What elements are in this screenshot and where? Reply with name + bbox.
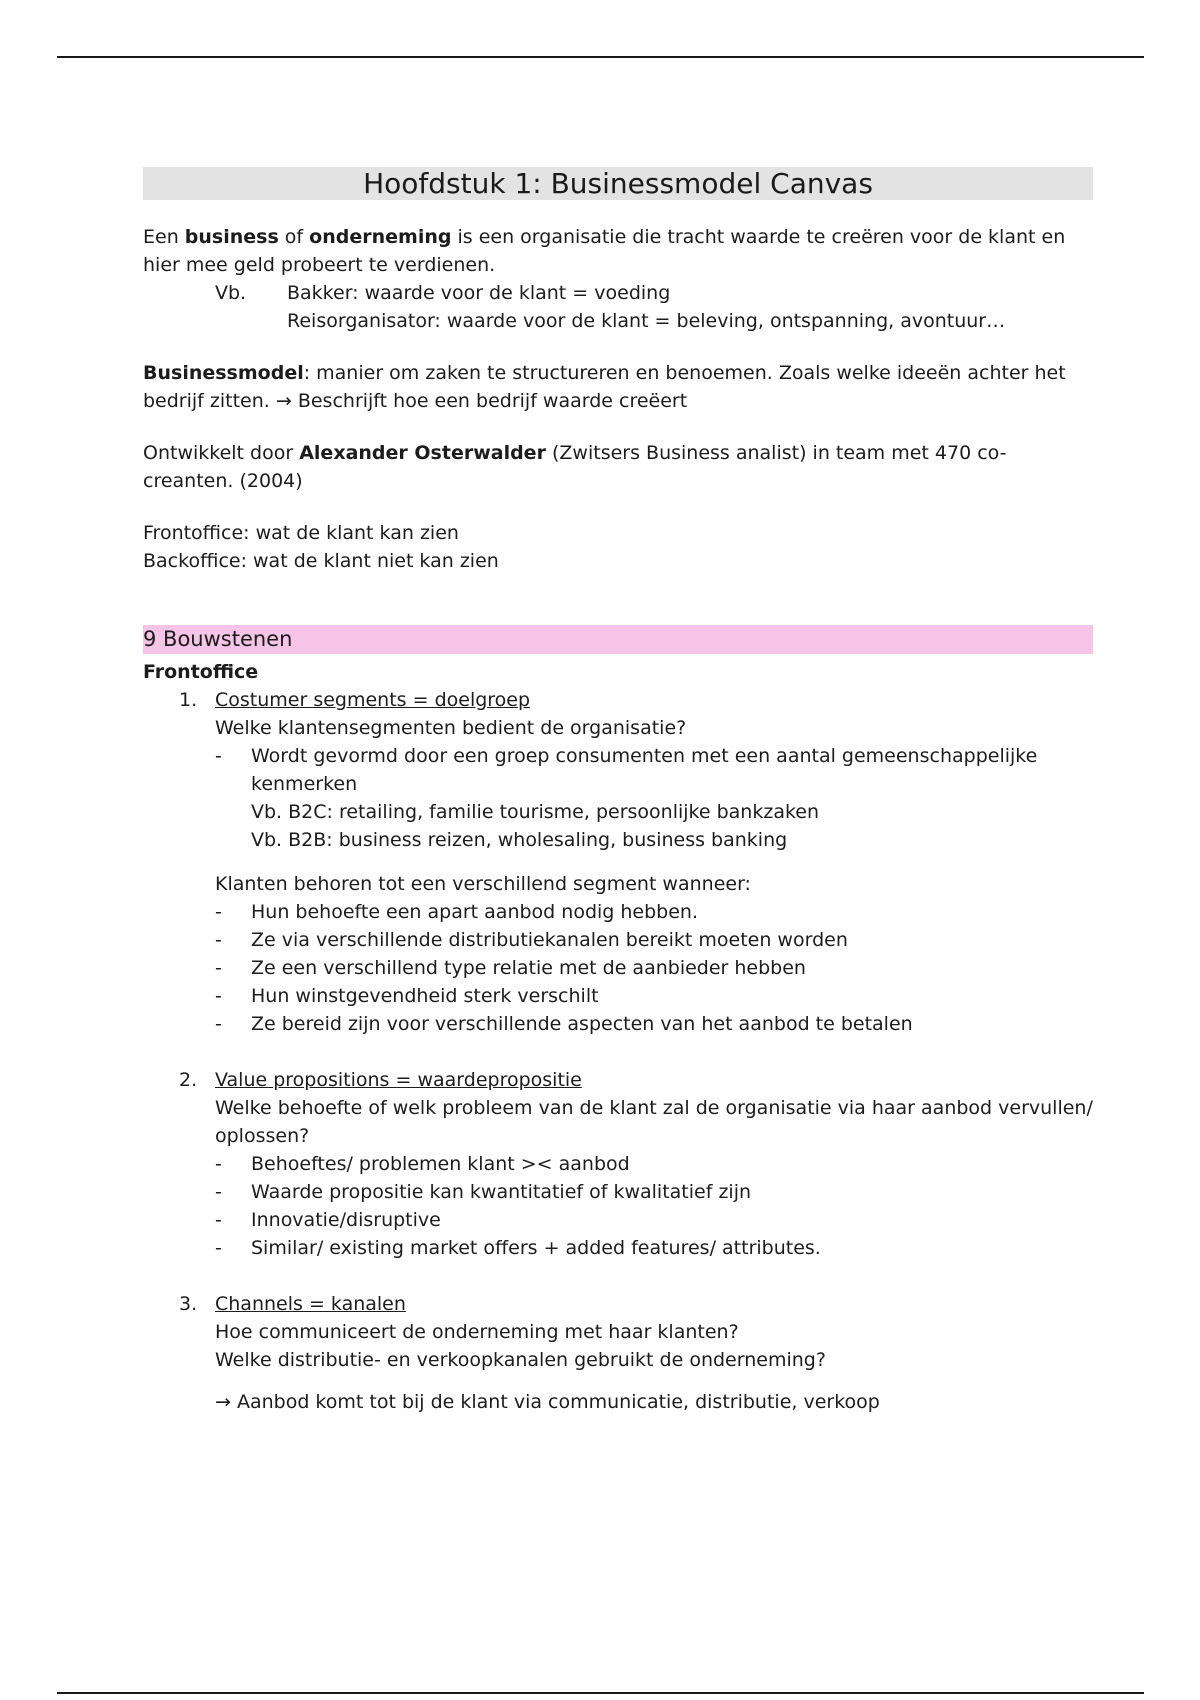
- bullet-item: - Waarde propositie kan kwantitatief of kwalitatief zijn: [215, 1181, 752, 1203]
- example-b2b: Vb. B2B: business reizen, wholesaling, business banking: [251, 829, 788, 851]
- example-row: [143, 279, 1093, 307]
- item-question: Welke behoefte of welk probleem van de klant zal de organisatie via haar aanbod vervullen/ oplossen?: [215, 1097, 1093, 1147]
- page-title: Hoofdstuk 1: Businessmodel Canvas: [143, 167, 1093, 200]
- backoffice-definition: Backoffice: wat de klant niet kan zien: [143, 550, 499, 572]
- businessmodel-definition: Businessmodel: manier om zaken te structureren en benoemen. Zoals welke ideeën achter het bedrijf zitten. → Beschrijft hoe een bedrijf waarde creëert: [143, 362, 1066, 412]
- item-number: 2.: [179, 1069, 198, 1091]
- document-body: [143, 167, 1093, 1416]
- bullet-item: - Ze via verschillende distributiekanalen bereikt moeten worden: [215, 929, 848, 951]
- item-question: Welke klantensegmenten bedient de organisatie?: [215, 717, 687, 739]
- developer-paragraph: Ontwikkelt door Alexander Osterwalder (Zwitsers Business analist) in team met 470 co-creanten. (2004): [143, 442, 1007, 492]
- bullet-item: - Similar/ existing market offers + added features/ attributes.: [215, 1237, 821, 1259]
- header-rule: [57, 56, 1144, 58]
- bullet-item: - Ze een verschillend type relatie met de aanbieder hebben: [215, 957, 806, 979]
- example-b2c: Vb. B2C: retailing, familie tourisme, persoonlijke bankzaken: [251, 801, 820, 823]
- bullet-item: - Innovatie/disruptive: [215, 1209, 441, 1231]
- example-label: Vb.: [215, 282, 247, 304]
- example-bakker: Bakker: waarde voor de klant = voeding: [287, 282, 671, 304]
- channels-summary: → Aanbod komt tot bij de klant via communicatie, distributie, verkoop: [215, 1391, 880, 1413]
- item-title: Value propositions = waardepropositie: [215, 1069, 582, 1091]
- intro-paragraph: Een business of onderneming is een organisatie die tracht waarde te creëren voor de klant en hier mee geld probeert te verdienen.: [143, 226, 1066, 276]
- bullet-item: - Behoeftes/ problemen klant >< aanbod: [215, 1153, 630, 1175]
- item-title: Costumer segments = doelgroep: [215, 689, 531, 711]
- item-title: Channels = kanalen: [215, 1293, 406, 1315]
- section-heading: 9 Bouwstenen: [143, 625, 1093, 654]
- bullet-item: - Ze bereid zijn voor verschillende aspecten van het aanbod te betalen: [215, 1013, 913, 1035]
- item-number: 1.: [179, 689, 198, 711]
- example-reisorganisator: Reisorganisator: waarde voor de klant = beleving, ontspanning, avontuur…: [287, 310, 1006, 332]
- bullet-item: - Hun winstgevendheid sterk verschilt: [215, 985, 599, 1007]
- list-item: [143, 1066, 1093, 1094]
- footer-rule: [57, 1692, 1144, 1694]
- item-question: Welke distributie- en verkoopkanalen gebruikt de onderneming?: [215, 1349, 826, 1371]
- item-question: Hoe communiceert de onderneming met haar klanten?: [215, 1321, 739, 1343]
- list-item: [143, 1290, 1093, 1318]
- frontoffice-definition: Frontoffice: wat de klant kan zien: [143, 522, 459, 544]
- bullet-item: - Wordt gevormd door een groep consumenten met een aantal gemeenschappelijke kenmerken: [215, 745, 1038, 795]
- segment-when: Klanten behoren tot een verschillend segment wanneer:: [215, 873, 751, 895]
- item-number: 3.: [179, 1293, 198, 1315]
- bullet-item: - Hun behoefte een apart aanbod nodig hebben.: [215, 901, 699, 923]
- list-item: [143, 686, 1093, 714]
- section-subheading: Frontoffice: [143, 661, 259, 683]
